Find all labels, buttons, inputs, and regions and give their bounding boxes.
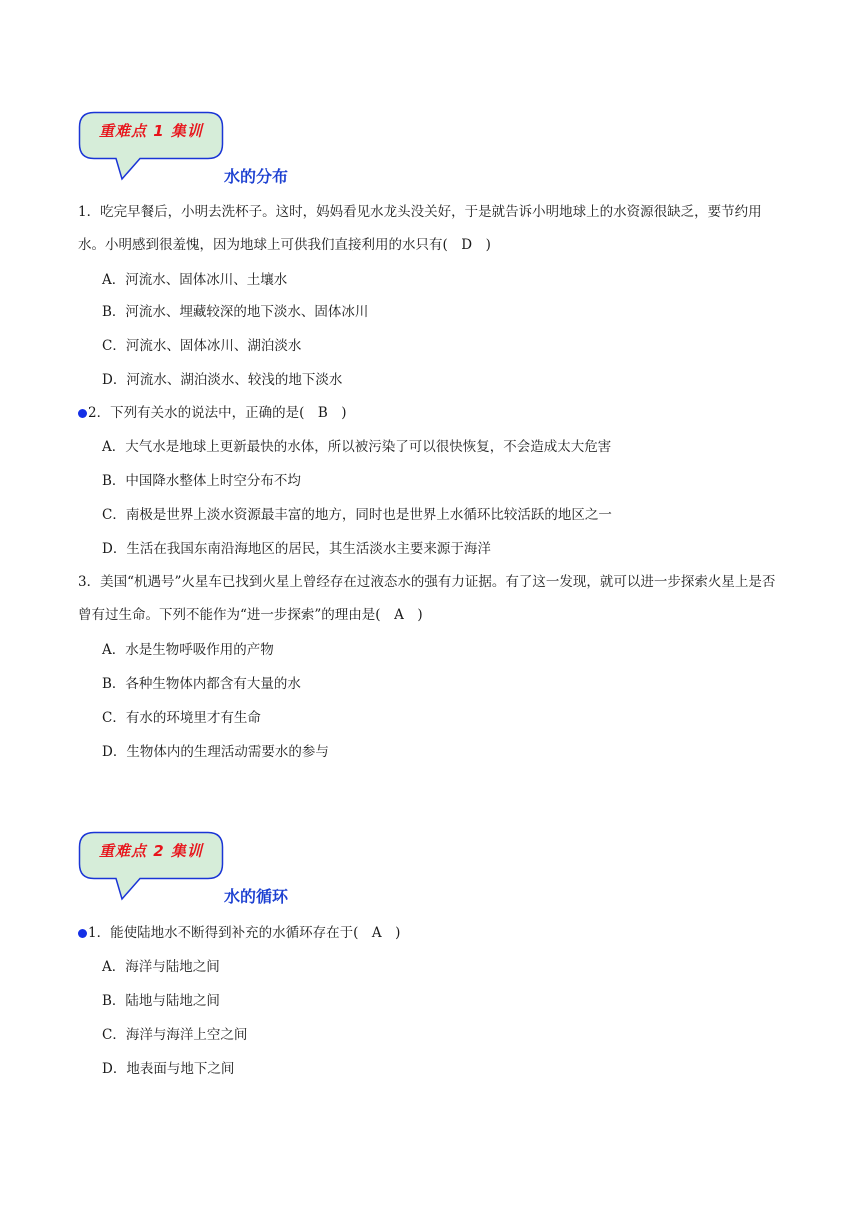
marker-dot — [78, 409, 87, 418]
section-2-badge: 重难点 2 集训 — [99, 842, 203, 860]
question-1-1-text: 1．吃完早餐后，小明去洗杯子。这时，妈妈看见水龙头没关好，于是就告诉小明地球上的水资源很缺乏，要节约用水。小明感到很羞愧，因为地球上可供我们直接利用的水只有( D ) — [78, 204, 762, 253]
question-2-1-text: 1．能使陆地水不断得到补充的水循环存在于( A ) — [88, 925, 401, 941]
question-1-2-option-c: C．南极是世界上淡水资源最丰富的地方，同时也是世界上水循环比较活跃的地区之一 — [102, 507, 612, 523]
section-1-callout — [78, 111, 224, 181]
question-1-1-option-d: D．河流水、湖泊淡水、较浅的地下淡水 — [102, 372, 343, 388]
section-1-topic: 水的分布 — [224, 167, 289, 186]
question-1-3-option-c: C．有水的环境里才有生命 — [102, 710, 261, 726]
question-1-1-option-b: B．河流水、埋藏较深的地下淡水、固体冰川 — [102, 304, 369, 320]
question-2-1-option-d: D．地表面与地下之间 — [102, 1061, 235, 1077]
section-2-topic: 水的循环 — [224, 887, 289, 906]
question-1-3-option-a: A．水是生物呼吸作用的产物 — [102, 642, 274, 658]
marker-dot — [78, 929, 87, 938]
section-2-callout — [78, 831, 224, 901]
question-2-1-option-c: C．海洋与海洋上空之间 — [102, 1027, 248, 1043]
question-1-2-option-d: D．生活在我国东南沿海地区的居民，其生活淡水主要来源于海洋 — [102, 541, 491, 557]
section-1-badge: 重难点 1 集训 — [99, 122, 203, 140]
question-1-2-option-a: A．大气水是地球上更新最快的水体，所以被污染了可以很快恢复，不会造成太大危害 — [102, 439, 612, 455]
question-1-1-option-a: A．河流水、固体冰川、土壤水 — [102, 272, 288, 288]
question-2-1-option-a: A．海洋与陆地之间 — [102, 959, 220, 975]
question-1-2-text: 2．下列有关水的说法中，正确的是( B ) — [88, 405, 347, 421]
question-1-3-option-d: D．生物体内的生理活动需要水的参与 — [102, 744, 329, 760]
question-1-3-text: 3．美国“机遇号”火星车已找到火星上曾经存在过液态水的强有力证据。有了这一发现，就可以进一步探索火星上是否曾有过生命。下列不能作为“进一步探索”的理由是( A ) — [78, 574, 776, 623]
question-1-3-option-b: B．各种生物体内都含有大量的水 — [102, 676, 301, 692]
question-1-2-option-b: B．中国降水整体上时空分布不均 — [102, 473, 301, 489]
question-2-1-option-b: B．陆地与陆地之间 — [102, 993, 220, 1009]
question-1-1-option-c: C．河流水、固体冰川、湖泊淡水 — [102, 338, 302, 354]
